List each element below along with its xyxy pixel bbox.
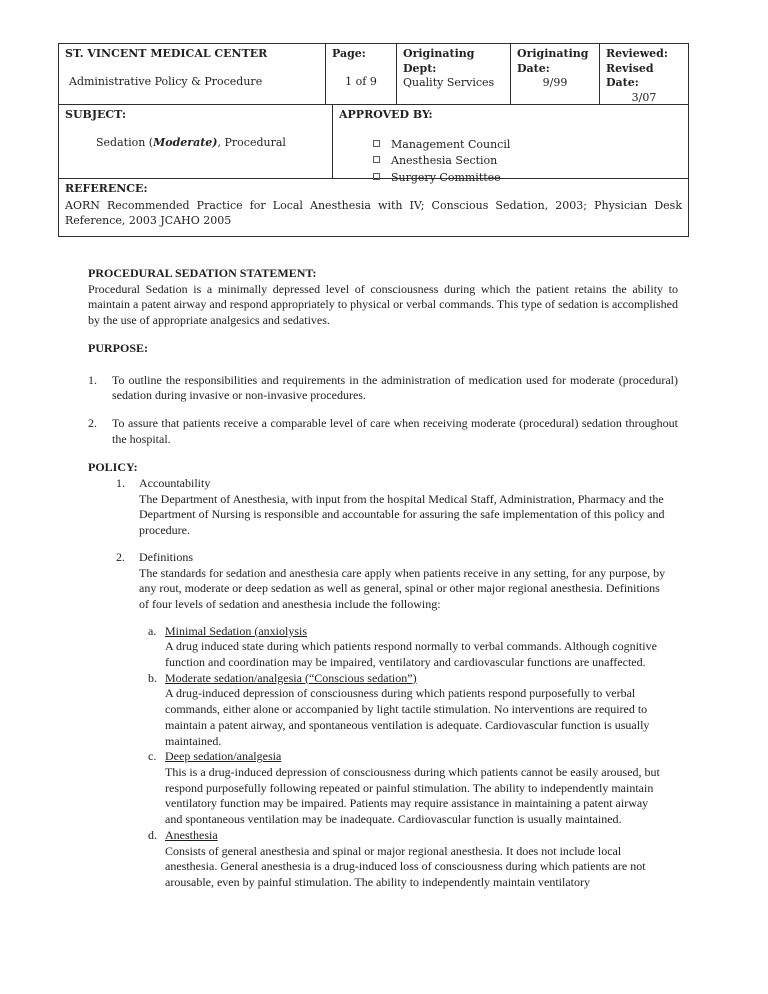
definition-item [148,671,678,750]
definition-item [148,828,678,891]
item-body [165,624,678,671]
originating-date-label: Originating Date: [517,47,589,75]
policy-item [116,476,678,539]
item-body [165,749,678,828]
subject-value [96,136,326,151]
approver-label: Anesthesia Section [391,154,498,167]
subject-prefix: Sedation ( [96,135,154,149]
item-number: 2. [88,415,97,430]
definition-heading: Deep sedation/analgesia [165,749,282,764]
item-number: 2. [116,549,125,564]
definition-text: Consists of general anesthesia and spinal or major regional anesthesia. It does not include local anesthesia. General anesthesia is a drug-induced loss of consciousness during which patients are not arousable, even by painful stimulation. The ability to independently maintain ventilatory [165,843,646,889]
subject-suffix: , Procedural [217,135,286,149]
definition-text: A drug induced state during which patients respond normally to verbal commands. Although cognitive function and coordination may be impaired, ventilatory and cardiovascular functions are unaffected. [165,639,657,670]
definition-heading: Anesthesia [165,827,218,842]
item-body [165,828,678,891]
definition-heading: Moderate sedation/analgesia (“Conscious sedation”) [165,670,417,685]
approver-item [373,153,682,170]
definition-item [148,749,678,828]
item-title: Definitions [139,549,193,564]
approved-by-label: APPROVED BY: [339,108,433,121]
header-row-reference [59,178,688,236]
reference-label: REFERENCE: [65,182,148,195]
page-value: 1 of 9 [345,74,377,88]
document-body [88,266,678,891]
policy-heading: POLICY: [88,460,138,475]
item-letter: c. [148,749,157,764]
subject-label: SUBJECT: [65,108,127,121]
item-text: The standards for sedation and anesthesia care apply when patients receive in any setting, for any purpose, by any rout, moderate or deep sedation as well as general, spinal or other major regional anesthesia. Definitions of four levels of sedation and anesthesia include the following: [139,565,666,611]
org-name: ST. VINCENT MEDICAL CENTER [65,47,268,60]
reviewed-label: Reviewed: Revised Date: [606,47,668,89]
item-text: To outline the responsibilities and requirements in the administration of medication used for moderate (procedural) sedation during invasive or non-invasive procedures. [112,372,678,403]
purpose-item [88,373,678,404]
definition-list [88,624,678,891]
item-letter: a. [148,623,157,638]
item-text: The Department of Anesthesia, with input from the hospital Medical Staff, Administration, Pharmacy and the Department of Nursing is responsible and accountable for assuring the safe implementation of this policy and procedure. [139,491,665,538]
purpose-heading: PURPOSE: [88,340,148,355]
header-row-info [59,44,688,104]
item-body [139,476,678,539]
checkbox-icon [373,156,380,163]
approved-by-cell [332,105,688,184]
reference-cell [59,179,688,236]
originating-dept-cell [396,44,510,104]
subject-cell [59,105,332,178]
reviewed-value: 3/07 [631,90,657,104]
originating-date-cell [510,44,599,104]
reviewed-cell [599,44,688,104]
purpose-item [88,416,678,447]
approver-item [373,137,682,154]
item-letter: d. [148,827,157,842]
originating-dept-value: Quality Services [403,76,495,89]
statement-text: Procedural Sedation is a minimally depressed level of consciousness during which the patient retains the ability to maintain a patent airway and respond appropriately to physical or verbal commands. This type of sedation is accomplished by the use of appropriate analgesics and sedatives. [88,281,678,328]
org-subtitle: Administrative Policy & Procedure [69,74,263,88]
definition-text: This is a drug-induced depression of consciousness during which patients cannot be easily aroused, but respond purposefully following repeated or painful stimulation. The ability to independently maintain ventilatory function may be impaired. Patients may require assistance in maintaining a patent airway and spontaneous ventilation may be inadequate. Cardiovascular function is usually maintained. [165,764,660,827]
subject-emphasis: Moderate) [153,135,218,149]
header-table [58,43,689,237]
page-cell [325,44,396,104]
approver-label: Surgery Committee [391,170,501,184]
definition-heading: Minimal Sedation (anxiolysis [165,623,307,638]
page-label: Page: [332,47,366,60]
item-text: To assure that patients receive a comparable level of care when receiving moderate (procedural) sedation throughout the hospital. [112,415,678,446]
definition-text: A drug-induced depression of consciousness during which patients respond purposefully to verbal commands, either alone or accompanied by light tactile stimulation. No interventions are required to maintain a patent airway, and spontaneous ventilation is adequate. Cardiovascular function is usually maintained. [165,686,650,748]
approver-label: Management Council [391,137,511,151]
item-letter: b. [148,670,157,685]
originating-date-value: 9/99 [542,76,568,89]
item-title: Accountability [139,476,211,491]
originating-dept-label: Originating Dept: [403,47,475,75]
checkbox-icon [373,140,380,147]
statement-heading: PROCEDURAL SEDATION STATEMENT: [88,266,317,280]
header-row-subject [59,104,688,184]
item-number: 1. [116,476,125,491]
definition-item [148,624,678,671]
policy-item [116,550,678,613]
item-number: 1. [88,372,97,387]
org-cell [59,44,325,104]
reference-text: AORN Recommended Practice for Local Anesthesia with IV; Conscious Sedation, 2003; Physician Desk Reference, 2003 JCAHO 2005 [65,198,682,227]
item-body [139,550,678,613]
item-body [165,671,678,750]
